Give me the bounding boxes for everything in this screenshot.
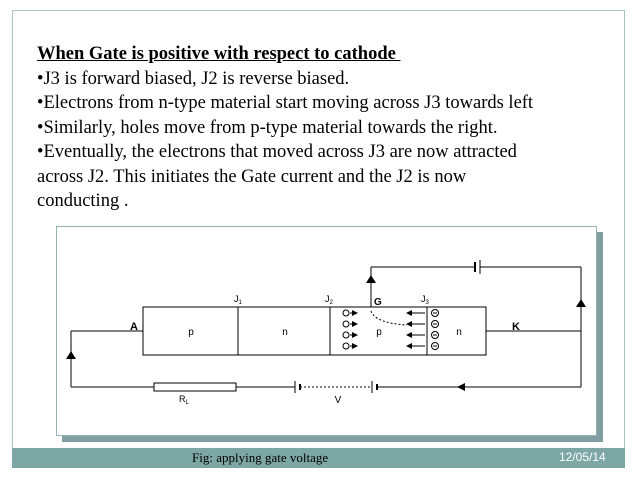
hole-2 <box>343 321 349 327</box>
terminal-cathode-label: K <box>512 321 520 333</box>
hole-4 <box>343 343 349 349</box>
bullet-electrons: •Electrons from n-type material start moving across J3 towards left <box>37 93 534 113</box>
gate-current-path <box>371 311 407 325</box>
junction-label-j3: $J_3$ <box>421 294 429 306</box>
bullet-eventually: •Eventually, the electrons that moved across J3 are now attracted <box>37 142 517 162</box>
electrons-group <box>407 310 439 350</box>
gate-arrow-icon <box>366 275 376 283</box>
slide-date: 12/05/14 <box>559 450 606 464</box>
figure-caption: Fig: applying gate voltage <box>192 450 329 465</box>
scr-circuit-diagram <box>57 227 598 437</box>
region-label-n1: n <box>282 327 288 338</box>
bullet-holes: •Similarly, holes move from p-type material towards the right. <box>37 117 498 138</box>
region-label-p2: p <box>376 327 382 338</box>
left-arrow-icon <box>66 351 76 359</box>
bullet-continuation-2: conducting . <box>37 191 129 211</box>
slide-text <box>37 42 627 214</box>
bullet-j3-forward: •J3 is forward biased, J2 is reverse biased. <box>37 68 350 89</box>
load-resistor <box>154 383 236 391</box>
scr-diagram-figure <box>56 226 597 436</box>
terminal-anode-label: A <box>130 321 138 333</box>
region-label-p1: p <box>188 327 194 338</box>
junction-label-j1: $J_1$ <box>234 294 242 306</box>
hole-3 <box>343 332 349 338</box>
slide-heading: When Gate is positive with respect to cathode <box>37 44 401 64</box>
junction-label-j2: $J_2$ <box>325 294 333 306</box>
supply-voltage-label: V <box>334 395 342 406</box>
right-arrow-icon <box>576 299 586 307</box>
holes-group <box>343 310 357 349</box>
terminal-gate-label: G <box>374 297 382 308</box>
bullet-continuation-1: across J2. This initiates the Gate current and the J2 is now <box>37 166 467 187</box>
bottom-arrow-icon <box>457 383 465 391</box>
hole-1 <box>343 310 349 316</box>
resistor-label: $R_L$ <box>179 394 189 406</box>
region-label-n2: n <box>456 327 462 338</box>
